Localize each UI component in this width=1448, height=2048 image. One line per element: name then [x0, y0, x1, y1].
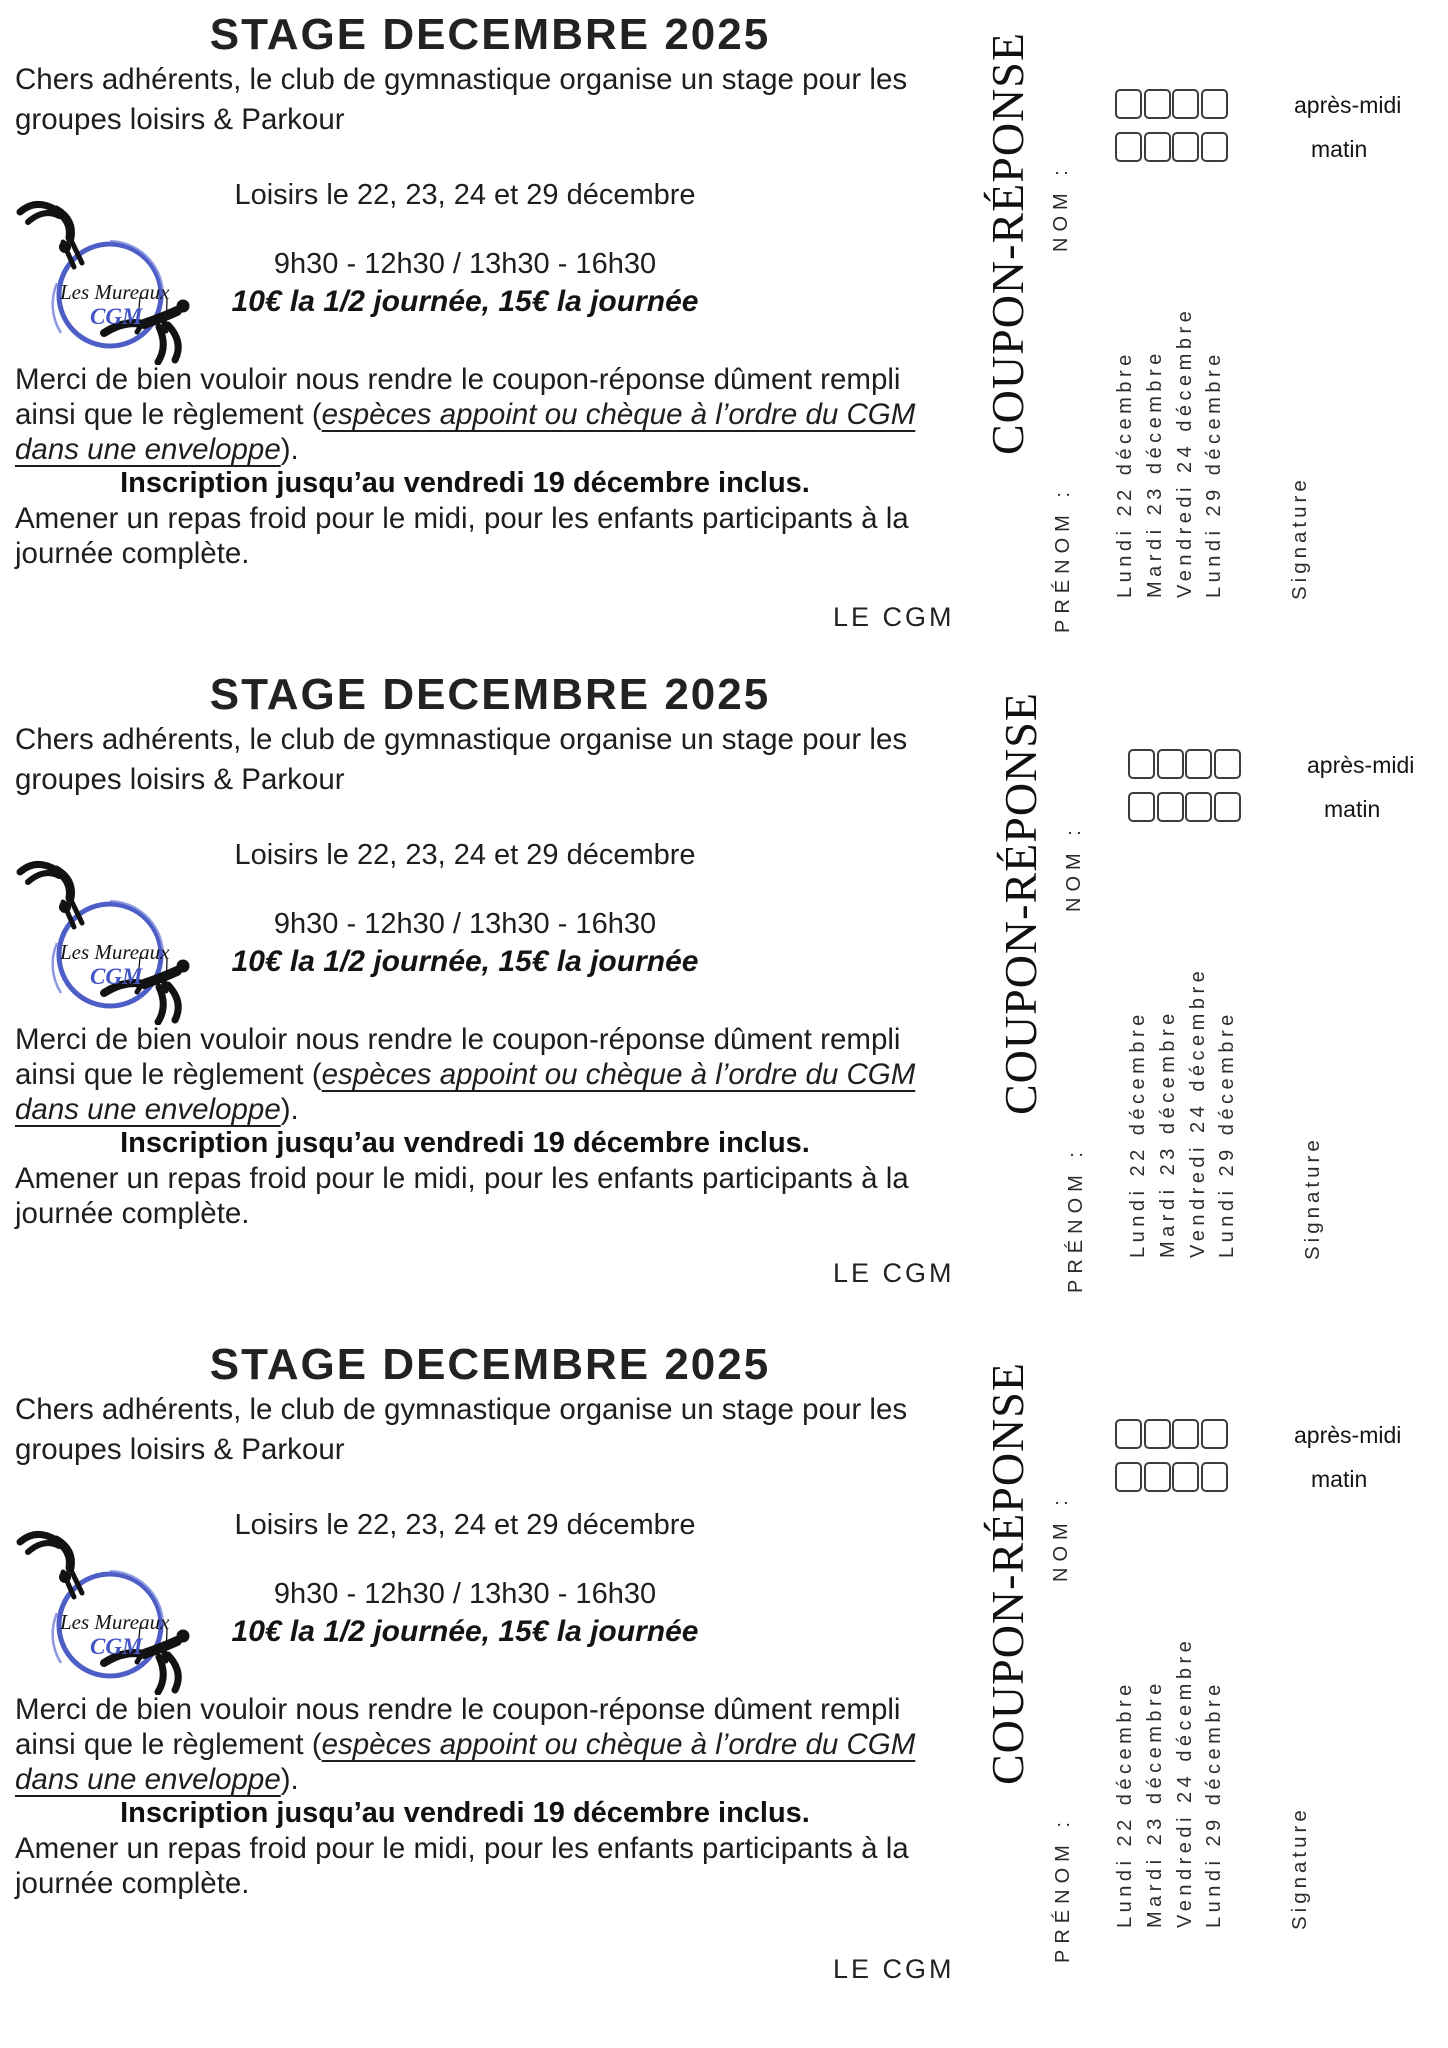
checkbox-day3-apres-midi[interactable] [1172, 1419, 1199, 1449]
day-label-vendredi-24: Vendredi 24 décembre [1187, 966, 1209, 1258]
merci-line-1: Merci de bien vouloir nous rendre le coupon-réponse dûment rempli [15, 1023, 901, 1056]
checkbox-day4-matin[interactable] [1201, 1462, 1228, 1492]
stage-dates-line: Loisirs le 22, 23, 24 et 29 décembre [234, 839, 696, 871]
day-label-mardi-23: Mardi 23 décembre [1157, 1009, 1179, 1258]
le-cgm-signoff: LE CGM [833, 1954, 955, 1984]
payment-underlined-text: espèces appoint ou chèque à l’ordre du CGM [321, 1728, 916, 1761]
prenom-field-label: PRÉNOM : [1052, 1816, 1074, 1963]
intro-line-2: groupes loisirs & Parkour [15, 1433, 345, 1466]
day-label-lundi-22: Lundi 22 décembre [1114, 350, 1136, 598]
checkbox-day1-apres-midi[interactable] [1115, 1419, 1142, 1449]
envelope-underlined-text: dans une enveloppe [15, 433, 281, 466]
signature-label: Signature [1288, 1806, 1311, 1930]
nom-field-label: NOM : [1050, 164, 1072, 252]
payment-underlined-text: espèces appoint ou chèque à l’ordre du CGM [321, 398, 916, 431]
intro-line-1: Chers adhérents, le club de gymnastique organise un stage pour les [15, 1393, 908, 1426]
logo-club-acronym: CGM [90, 1634, 143, 1659]
checkbox-day2-apres-midi[interactable] [1144, 89, 1171, 119]
checkbox-day1-matin[interactable] [1115, 132, 1142, 162]
flyer-block-2 [0, 660, 1448, 1320]
checkbox-row-apres-midi [1115, 1419, 1228, 1449]
day-label-mardi-23: Mardi 23 décembre [1144, 349, 1166, 598]
day-label-lundi-29: Lundi 29 décembre [1203, 1680, 1225, 1928]
envelope-underlined-text: dans une enveloppe [15, 1763, 281, 1796]
stage-price-line: 10€ la 1/2 journée, 15€ la journée [231, 945, 699, 978]
flyer-title: STAGE DECEMBRE 2025 [209, 1340, 771, 1389]
repas-line-1: Amener un repas froid pour le midi, pour les enfants participants à la [15, 1162, 909, 1195]
merci-line-3: dans une enveloppe). [15, 1093, 299, 1126]
day-label-vendredi-24: Vendredi 24 décembre [1174, 306, 1196, 598]
prenom-field-label: PRÉNOM : [1065, 1146, 1087, 1293]
checkbox-row-apres-midi [1128, 749, 1241, 779]
checkbox-day2-apres-midi[interactable] [1144, 1419, 1171, 1449]
checkbox-day2-matin[interactable] [1144, 1462, 1171, 1492]
checkbox-day2-matin[interactable] [1157, 792, 1184, 822]
checkbox-row-matin [1115, 1462, 1228, 1492]
signature-label: Signature [1288, 476, 1311, 600]
matin-label: matin [1311, 1466, 1368, 1492]
checkbox-day3-apres-midi[interactable] [1172, 89, 1199, 119]
checkbox-day3-apres-midi[interactable] [1185, 749, 1212, 779]
signature-label: Signature [1301, 1136, 1324, 1260]
checkbox-day4-apres-midi[interactable] [1201, 89, 1228, 119]
stage-dates-line: Loisirs le 22, 23, 24 et 29 décembre [234, 179, 696, 211]
merci-line-3: dans une enveloppe). [15, 433, 299, 466]
logo-club-acronym: CGM [90, 964, 143, 989]
stage-hours-line: 9h30 - 12h30 / 13h30 - 16h30 [273, 248, 657, 280]
checkbox-day3-matin[interactable] [1172, 1462, 1199, 1492]
merci-line-1: Merci de bien vouloir nous rendre le coupon-réponse dûment rempli [15, 363, 901, 396]
inscription-deadline-line: Inscription jusqu’au vendredi 19 décembre inclus. [120, 1797, 810, 1829]
checkbox-day4-apres-midi[interactable] [1201, 1419, 1228, 1449]
logo-club-name: Les Mureaux [60, 280, 170, 304]
stage-price-line: 10€ la 1/2 journée, 15€ la journée [231, 285, 699, 318]
repas-line-1: Amener un repas froid pour le midi, pour les enfants participants à la [15, 502, 909, 535]
day-label-lundi-22: Lundi 22 décembre [1127, 1010, 1149, 1258]
checkbox-row-matin [1115, 132, 1228, 162]
stage-dates-line: Loisirs le 22, 23, 24 et 29 décembre [234, 1509, 696, 1541]
apres-midi-label: après-midi [1307, 752, 1415, 778]
checkbox-day1-apres-midi[interactable] [1128, 749, 1155, 779]
coupon-reponse-section [0, 1330, 1448, 1990]
checkbox-grid [1115, 1419, 1228, 1492]
nom-field-label: NOM : [1063, 824, 1085, 912]
coupon-title: COUPON-RÉPONSE [982, 32, 1033, 455]
day-label-lundi-22: Lundi 22 décembre [1114, 1680, 1136, 1928]
coupon-title: COUPON-RÉPONSE [982, 1362, 1033, 1785]
inscription-deadline-line: Inscription jusqu’au vendredi 19 décembre inclus. [120, 467, 810, 499]
repas-line-1: Amener un repas froid pour le midi, pour les enfants participants à la [15, 1832, 909, 1865]
checkbox-day1-apres-midi[interactable] [1115, 89, 1142, 119]
checkbox-day4-matin[interactable] [1214, 792, 1241, 822]
repas-line-2: journée complète. [15, 1867, 250, 1900]
flyer-block-1 [0, 0, 1448, 660]
envelope-underlined-text: dans une enveloppe [15, 1093, 281, 1126]
checkbox-grid [1128, 749, 1241, 822]
checkbox-day4-apres-midi[interactable] [1214, 749, 1241, 779]
inscription-deadline-line: Inscription jusqu’au vendredi 19 décembre inclus. [120, 1127, 810, 1159]
day-label-lundi-29: Lundi 29 décembre [1216, 1010, 1238, 1258]
merci-line-2: ainsi que le règlement (espèces appoint ou chèque à l’ordre du CGM [15, 1058, 916, 1091]
intro-line-2: groupes loisirs & Parkour [15, 103, 345, 136]
logo-club-acronym: CGM [90, 304, 143, 329]
repas-line-2: journée complète. [15, 537, 250, 570]
stage-hours-line: 9h30 - 12h30 / 13h30 - 16h30 [273, 1578, 657, 1610]
day-label-lundi-29: Lundi 29 décembre [1203, 350, 1225, 598]
nom-field-label: NOM : [1050, 1494, 1072, 1582]
merci-line-2: ainsi que le règlement (espèces appoint ou chèque à l’ordre du CGM [15, 398, 916, 431]
merci-line-2: ainsi que le règlement (espèces appoint ou chèque à l’ordre du CGM [15, 1728, 916, 1761]
checkbox-day2-apres-midi[interactable] [1157, 749, 1184, 779]
coupon-reponse-section [13, 660, 1448, 1320]
le-cgm-signoff: LE CGM [833, 602, 955, 632]
coupon-reponse-section [0, 0, 1448, 660]
coupon-title: COUPON-RÉPONSE [995, 692, 1046, 1115]
intro-line-1: Chers adhérents, le club de gymnastique organise un stage pour les [15, 63, 908, 96]
logo-club-name: Les Mureaux [60, 1610, 170, 1634]
checkbox-day1-matin[interactable] [1128, 792, 1155, 822]
prenom-field-label: PRÉNOM : [1052, 486, 1074, 633]
flyer-block-3 [0, 1330, 1448, 1990]
le-cgm-signoff: LE CGM [833, 1258, 955, 1288]
checkbox-day3-matin[interactable] [1185, 792, 1212, 822]
flyer-title: STAGE DECEMBRE 2025 [209, 670, 771, 719]
merci-line-1: Merci de bien vouloir nous rendre le coupon-réponse dûment rempli [15, 1693, 901, 1726]
repas-line-2: journée complète. [15, 1197, 250, 1230]
checkbox-day2-matin[interactable] [1144, 132, 1171, 162]
day-label-vendredi-24: Vendredi 24 décembre [1174, 1636, 1196, 1928]
apres-midi-label: après-midi [1294, 92, 1402, 118]
payment-underlined-text: espèces appoint ou chèque à l’ordre du CGM [321, 1058, 916, 1091]
intro-line-1: Chers adhérents, le club de gymnastique organise un stage pour les [15, 723, 908, 756]
checkbox-day3-matin[interactable] [1172, 132, 1199, 162]
checkbox-day1-matin[interactable] [1115, 1462, 1142, 1492]
logo-club-name: Les Mureaux [60, 940, 170, 964]
apres-midi-label: après-midi [1294, 1422, 1402, 1448]
intro-line-2: groupes loisirs & Parkour [15, 763, 345, 796]
day-label-mardi-23: Mardi 23 décembre [1144, 1679, 1166, 1928]
checkbox-row-apres-midi [1115, 89, 1228, 119]
merci-line-3: dans une enveloppe). [15, 1763, 299, 1796]
matin-label: matin [1311, 136, 1368, 162]
flyer-title: STAGE DECEMBRE 2025 [209, 10, 771, 59]
checkbox-grid [1115, 89, 1228, 162]
matin-label: matin [1324, 796, 1381, 822]
checkbox-day4-matin[interactable] [1201, 132, 1228, 162]
stage-price-line: 10€ la 1/2 journée, 15€ la journée [231, 1615, 699, 1648]
stage-hours-line: 9h30 - 12h30 / 13h30 - 16h30 [273, 908, 657, 940]
checkbox-row-matin [1128, 792, 1241, 822]
